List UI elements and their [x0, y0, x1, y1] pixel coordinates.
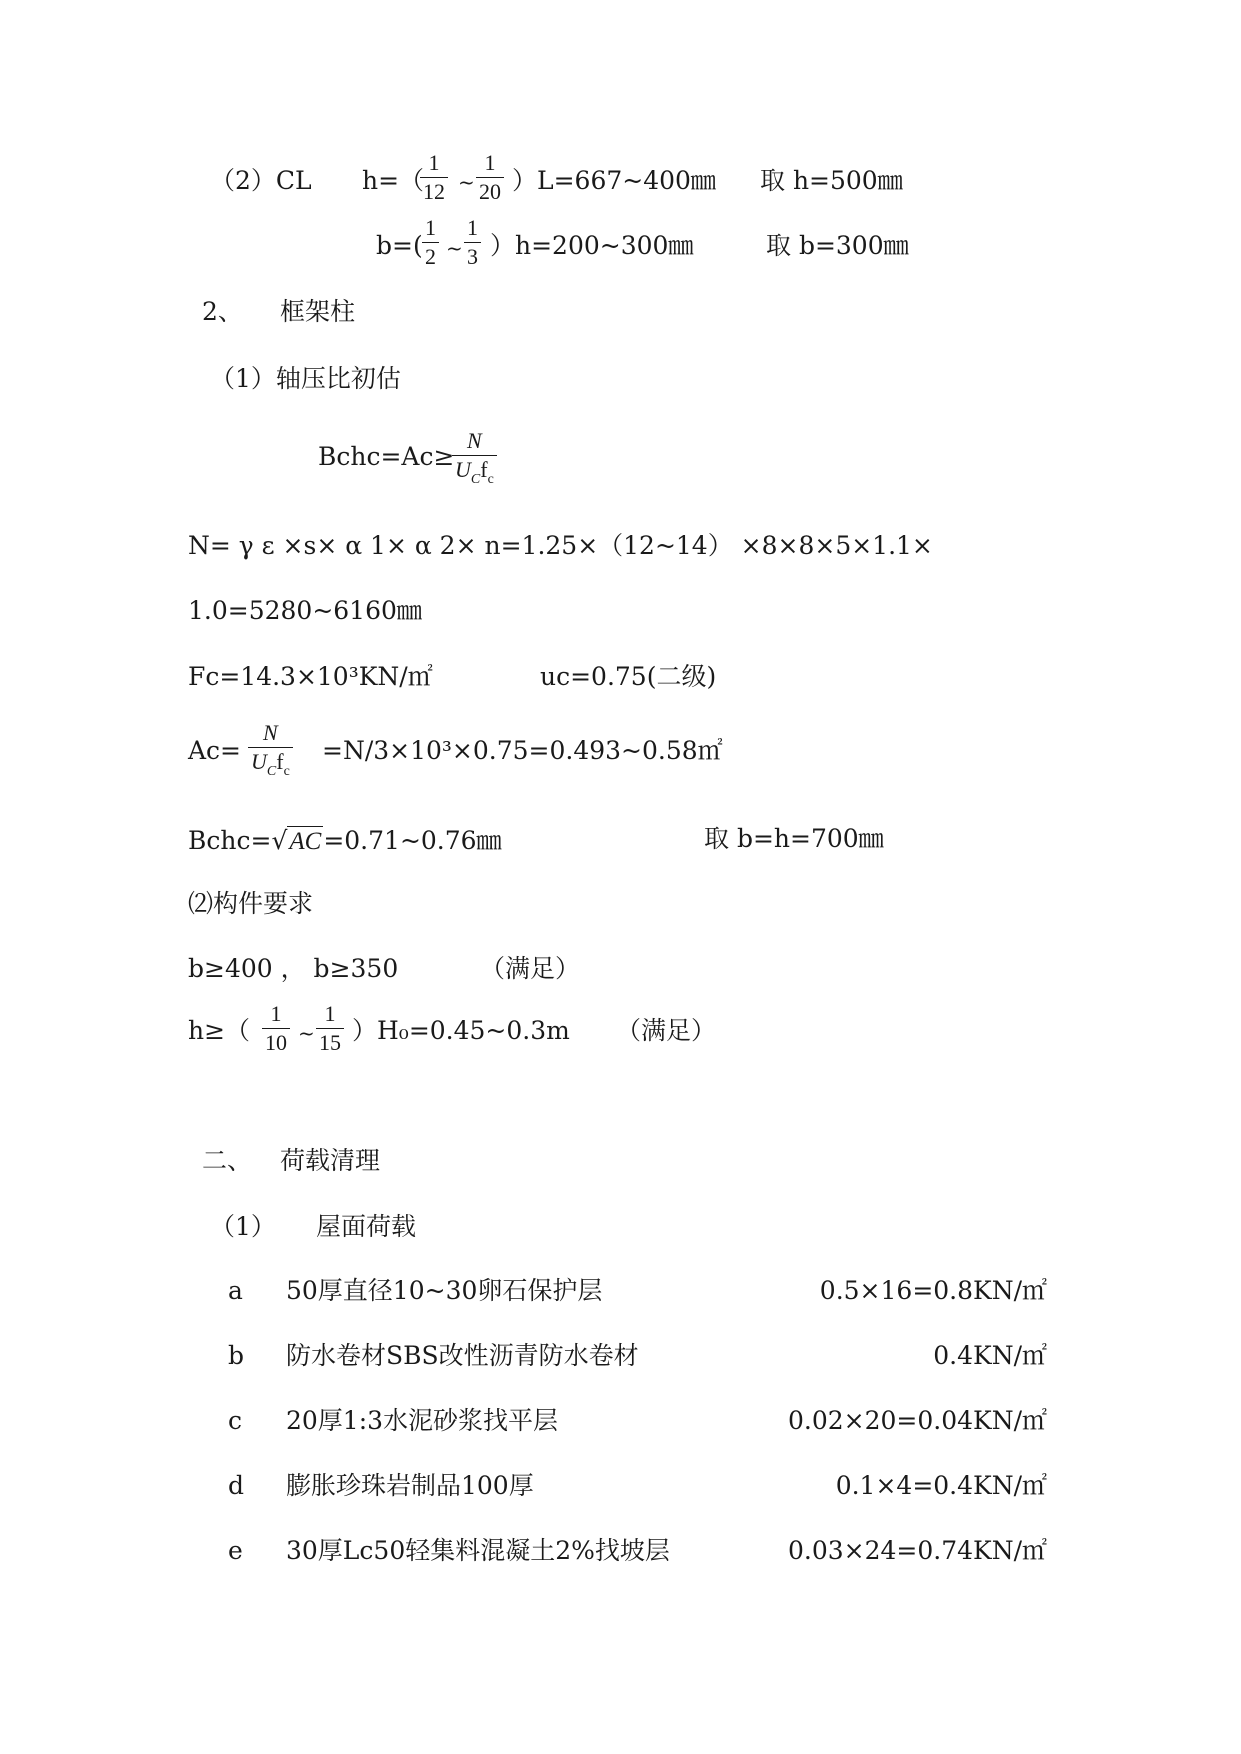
cl-b-fraction-2 — [464, 217, 481, 268]
cl-b-prefix: b=( — [376, 231, 423, 260]
fraction-denominator: $U_Cf_c$ — [251, 749, 290, 779]
bchc-suffix: =0.71~0.76㎜ — [323, 826, 502, 855]
tilde-sign: ~ — [298, 1021, 315, 1045]
bchc-sqrt-line — [188, 826, 502, 854]
fraction-denominator: 2 — [425, 244, 436, 269]
cl-h-suffix: ）L=667~400㎜ — [512, 166, 716, 195]
b-requirement: b≥400 ， b≥350 — [188, 954, 399, 983]
bchc-prefix: Bchc= — [188, 826, 272, 855]
cl-b-suffix: ）h=200~300㎜ — [490, 231, 694, 260]
fraction-denominator: 10 — [265, 1030, 287, 1055]
item-value: 0.03×24=0.74KN/㎡ — [787, 1536, 1047, 1565]
item-value: 0.5×16=0.8KN/㎡ — [819, 1276, 1047, 1305]
subsection-number: （1） — [210, 1212, 276, 1241]
h-req-fraction-1 — [262, 1003, 290, 1054]
fraction-numerator: 1 — [324, 1001, 336, 1026]
h-requirement-prefix: h≥（ — [188, 1016, 251, 1045]
subsection-heading: （1）轴压比初估 — [210, 364, 401, 393]
item-letter: b — [228, 1341, 245, 1370]
fraction-numerator: 1 — [484, 150, 496, 175]
section-number: 2、 — [202, 297, 243, 326]
item-value: 0.02×20=0.04KN/㎡ — [787, 1406, 1047, 1435]
ac-prefix: Ac= — [188, 736, 242, 765]
tilde-sign: ~ — [458, 170, 475, 194]
fc-value: Fc=14.3×10³KN/㎡ — [188, 662, 433, 691]
fraction-numerator: 1 — [467, 215, 478, 240]
h-req-fraction-2 — [316, 1003, 344, 1054]
cl-h-fraction-2 — [476, 152, 504, 203]
sqrt-content: AC — [289, 828, 322, 855]
section-title: 框架柱 — [280, 297, 356, 326]
fraction-numerator: 1 — [428, 150, 440, 175]
b-requirement-ok: （满足） — [480, 954, 581, 983]
n-over-ucfc-fraction — [452, 428, 497, 487]
item-letter: c — [228, 1406, 243, 1435]
item-description: 20厚1:3水泥砂浆找平层 — [286, 1406, 559, 1435]
item-value: 0.4KN/㎡ — [933, 1341, 1047, 1370]
cl-h-take: 取 h=500㎜ — [760, 166, 903, 195]
subsection-title: 屋面荷载 — [316, 1212, 417, 1241]
uc-value: uc=0.75(二级) — [540, 662, 717, 691]
n-formula-line-1: N= γ ε ×s× α 1× α 2× n=1.25×（12~14） ×8×8×5×1.1× — [188, 531, 933, 560]
subsection-heading: ⑵构件要求 — [188, 889, 314, 918]
h-requirement-ok: （满足） — [616, 1016, 717, 1045]
item-letter: a — [228, 1276, 243, 1305]
cl-h-prefix: h=（ — [362, 166, 425, 195]
item-description: 防水卷材SBS改性沥青防水卷材 — [286, 1341, 639, 1370]
fraction-denominator: 20 — [479, 179, 501, 204]
fraction-numerator: 1 — [270, 1001, 282, 1026]
bchc-formula: Bchc=Ac≥ — [318, 442, 455, 471]
section-title: 荷载清理 — [280, 1146, 381, 1175]
tilde-sign: ~ — [446, 236, 463, 260]
n-formula-line-2: 1.0=5280~6160㎜ — [188, 596, 422, 625]
item-description: 50厚直径10~30卵石保护层 — [286, 1276, 603, 1305]
item-letter: d — [228, 1471, 245, 1500]
fraction-denominator: 15 — [319, 1030, 341, 1055]
item-letter: e — [228, 1536, 243, 1565]
item-description: 膨胀珍珠岩制品100厚 — [286, 1471, 534, 1500]
sqrt-radical-icon: √ — [271, 826, 288, 855]
fraction-numerator: N — [263, 720, 278, 745]
section-number: 二、 — [202, 1146, 253, 1175]
h-requirement-suffix: ）H₀=0.45~0.3m — [352, 1016, 570, 1045]
fraction-denominator: 12 — [423, 179, 445, 204]
item-value: 0.1×4=0.4KN/㎡ — [835, 1471, 1047, 1500]
cl-h-fraction-1 — [420, 152, 448, 203]
fraction-denominator: $U_Cf_c$ — [455, 457, 494, 487]
bchc-take: 取 b=h=700㎜ — [704, 824, 884, 853]
cl-b-take: 取 b=300㎜ — [766, 231, 909, 260]
item-description: 30厚Lc50轻集料混凝土2%找坡层 — [286, 1536, 670, 1565]
ac-fraction — [248, 720, 293, 779]
cl-label: （2）CL — [210, 166, 312, 195]
ac-suffix: =N/3×10³×0.75=0.493~0.58㎡ — [322, 736, 723, 765]
fraction-numerator: 1 — [425, 215, 436, 240]
cl-b-fraction-1 — [422, 217, 439, 268]
fraction-denominator: 3 — [467, 244, 478, 269]
fraction-numerator: N — [467, 428, 482, 453]
